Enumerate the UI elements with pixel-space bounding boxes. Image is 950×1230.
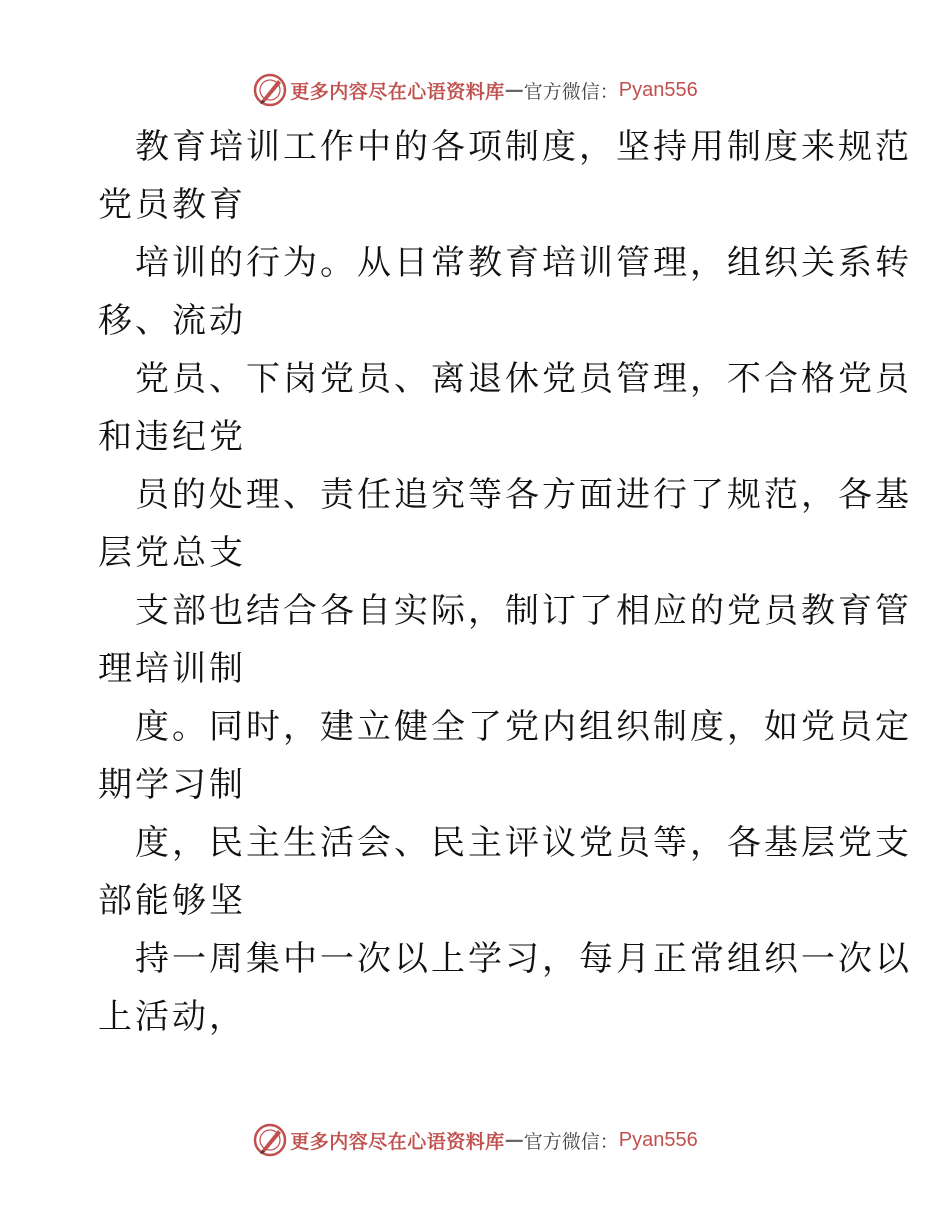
body-line: 支部也结合各自实际，制订了相应的党员教育管 — [135, 591, 912, 631]
header-banner — [0, 70, 950, 110]
header-banner-dash: — — [504, 79, 524, 101]
body-line: 期学习制 — [98, 765, 246, 805]
footer-banner — [0, 1120, 950, 1160]
body-line: 部能够坚 — [98, 881, 246, 921]
document-body — [98, 118, 912, 1046]
body-line: 移、流动 — [98, 301, 246, 341]
header-wechat-label: 官方微信： — [523, 80, 619, 103]
body-line: 持一周集中一次以上学习，每月正常组织一次以 — [135, 939, 912, 979]
header-banner-text: 更多内容尽在心语资料库 — [290, 80, 505, 103]
body-line: 教育培训工作中的各项制度，坚持用制度来规范 — [135, 127, 912, 167]
body-line: 度，民主生活会、民主评议党员等，各基层党支 — [135, 823, 912, 863]
body-line: 员的处理、责任追究等各方面进行了规范，各基 — [135, 475, 912, 515]
header-wechat-id: Pyan556 — [618, 78, 698, 101]
footer-banner-dash: — — [504, 1129, 524, 1151]
body-line: 培训的行为。从日常教育培训管理，组织关系转 — [135, 243, 912, 283]
footer-wechat-label: 官方微信： — [523, 1130, 619, 1153]
body-line: 党员、下岗党员、离退休党员管理，不合格党员 — [135, 359, 912, 399]
body-line: 上活动， — [98, 997, 246, 1037]
body-line: 党员教育 — [98, 185, 246, 225]
pen-logo-icon — [252, 1122, 288, 1158]
footer-banner-text: 更多内容尽在心语资料库 — [290, 1130, 505, 1153]
body-line: 和违纪党 — [98, 417, 246, 457]
footer-wechat-id: Pyan556 — [618, 1128, 698, 1151]
pen-logo-icon — [252, 72, 288, 108]
body-line: 层党总支 — [98, 533, 246, 573]
body-line: 度。同时，建立健全了党内组织制度，如党员定 — [135, 707, 912, 747]
body-line: 理培训制 — [98, 649, 246, 689]
